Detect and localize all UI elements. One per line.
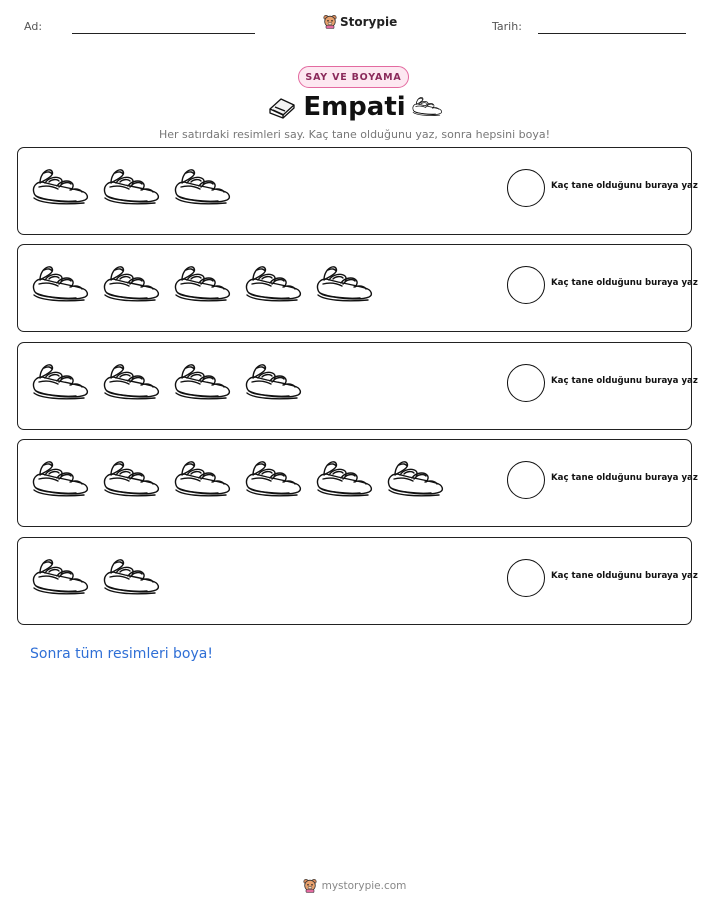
- count-row: [17, 342, 698, 430]
- site-url[interactable]: mystorypie.com: [321, 879, 407, 892]
- answer-hint: Kaç tane olduğunu buraya yaz: [551, 278, 698, 288]
- sandal-icon: [314, 262, 374, 304]
- name-line: [72, 33, 255, 34]
- sandal-icon: [243, 360, 303, 402]
- sandal-icon: [172, 360, 232, 402]
- name-label: Ad:: [24, 20, 43, 33]
- date-line: [538, 33, 686, 34]
- sandal-icon: [243, 262, 303, 304]
- count-row: [17, 147, 698, 235]
- instructions: Her satırdaki resimleri say. Kaç tane olduğunu yaz, sonra hepsini boya!: [158, 128, 551, 141]
- sandal-icon: [101, 165, 161, 207]
- answer-circle[interactable]: [507, 266, 545, 304]
- sandal-icon: [30, 165, 90, 207]
- count-row: [17, 537, 698, 625]
- sandal-icon: [30, 457, 90, 499]
- sandal-icon: [411, 94, 443, 118]
- sandal-icon: [172, 262, 232, 304]
- sandal-group: [30, 555, 161, 597]
- sandal-group: [30, 262, 374, 304]
- sandal-icon: [101, 555, 161, 597]
- sandal-icon: [172, 457, 232, 499]
- sandal-icon: [172, 165, 232, 207]
- date-label: Tarih:: [492, 20, 522, 33]
- answer-circle[interactable]: [507, 461, 545, 499]
- site-footer: [0, 878, 709, 893]
- count-row: [17, 244, 698, 332]
- answer-hint: Kaç tane olduğunu buraya yaz: [551, 571, 698, 581]
- count-row: [17, 439, 698, 527]
- answer-hint: Kaç tane olduğunu buraya yaz: [551, 376, 698, 386]
- page-title: Empati: [303, 92, 406, 122]
- answer-circle[interactable]: [507, 559, 545, 597]
- sandal-group: [30, 360, 303, 402]
- sandal-icon: [30, 360, 90, 402]
- sandal-icon: [30, 555, 90, 597]
- bear-icon: [303, 878, 317, 893]
- sandal-icon: [101, 457, 161, 499]
- answer-circle[interactable]: [507, 364, 545, 402]
- sandal-icon: [30, 262, 90, 304]
- answer-circle[interactable]: [507, 169, 545, 207]
- sandal-icon: [101, 360, 161, 402]
- answer-hint: Kaç tane olduğunu buraya yaz: [551, 473, 698, 483]
- bear-icon: [323, 14, 337, 29]
- brand-logo: [323, 14, 397, 29]
- activity-badge: SAY VE BOYAMA: [298, 66, 409, 88]
- answer-hint: Kaç tane olduğunu buraya yaz: [551, 181, 698, 191]
- sandal-icon: [101, 262, 161, 304]
- sandal-group: [30, 457, 445, 499]
- coloring-note: Sonra tüm resimleri boya!: [30, 646, 213, 662]
- sandal-icon: [243, 457, 303, 499]
- sandal-icon: [314, 457, 374, 499]
- sandal-icon: [385, 457, 445, 499]
- sandal-group: [30, 165, 232, 207]
- brand-name: Storypie: [340, 14, 398, 29]
